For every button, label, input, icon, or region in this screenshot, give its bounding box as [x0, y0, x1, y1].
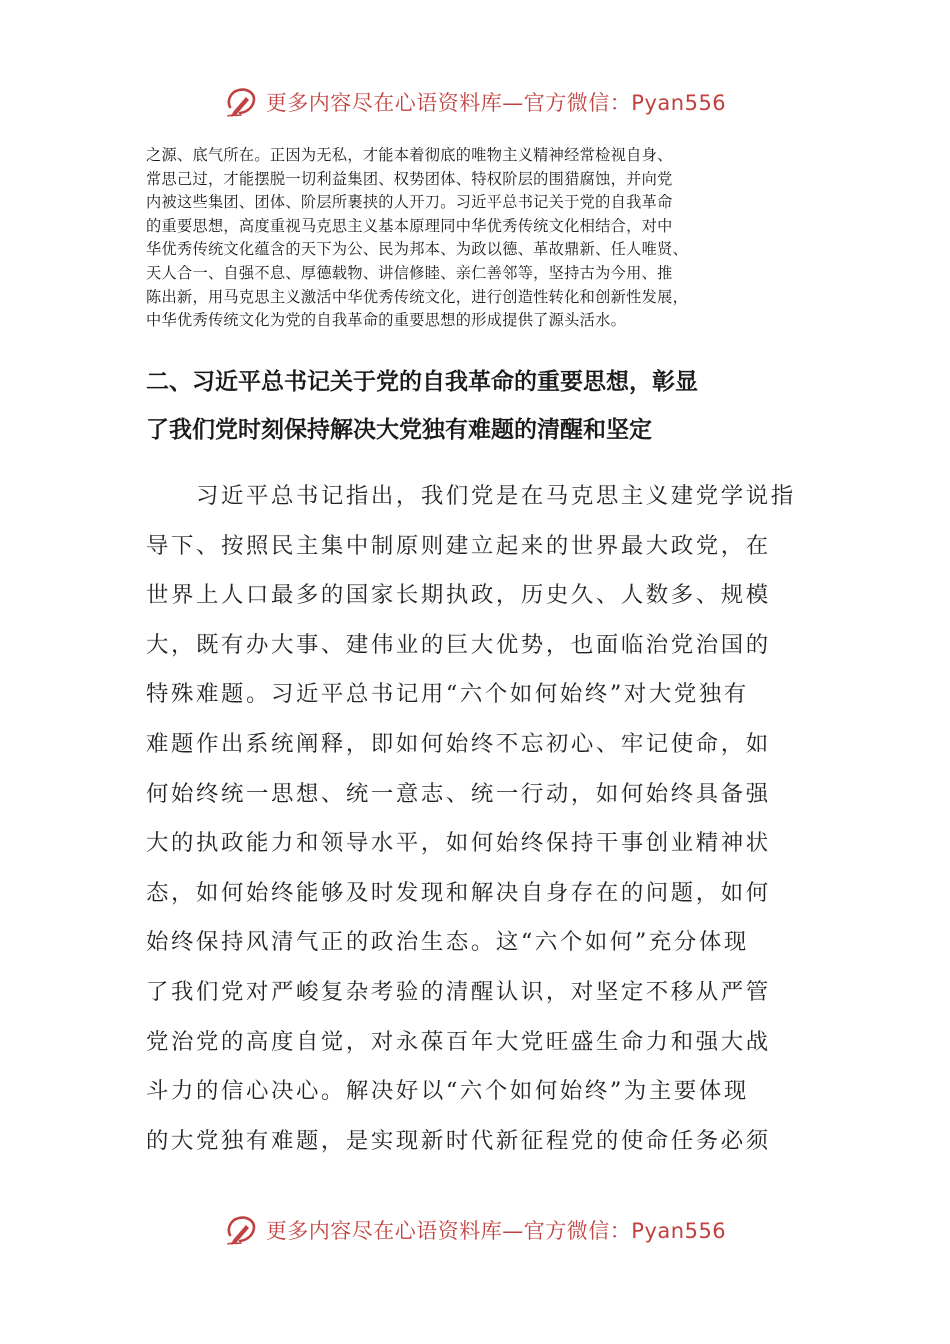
pen-logo-icon: [224, 85, 258, 119]
section-heading: 二、习近平总书记关于党的自我革命的重要思想，彰显 了我们党时刻保持解决大党独有难题的清醒和坚定: [146, 369, 698, 443]
continued-paragraph: 之源、底气所在。正因为无私，才能本着彻底的唯物主义精神经常检视自身、 常思己过，才能摆脱一切利益集团、权势团体、特权阶层的围猎腐蚀，并向党 内被这些集团、团体、阶层所裹挟的人开刀。习近平总书记关于党的自我革命 的重要思想，高度重视马克思主义基本原理同中华优秀传统文化相结合，对中 华优秀传统文化蕴含的天下为公、民为邦本、为政以德、革故鼎新、任人唯贤、 天人合一、自强不息、厚德载物、讲信修睦、亲仁善邻等，坚持古为今用、推 陈出新，用马克思主义激活中华优秀传统文化，进行创造性转化和创新性发展， 中华优秀传统文化为党的自我革命的重要思想的形成提供了源头活水。: [146, 146, 689, 330]
footer-banner-text: 更多内容尽在心语资料库—官方微信：Pyan556: [265, 1219, 727, 1243]
section-body-paragraph: 习近平总书记指出，我们党是在马克思主义建党学说指 导下、按照民主集中制原则建立起来的世界最大政党，在 世界上人口最多的国家长期执政，历史久、人数多、规模 大，既有办大事、建伟业的巨大优势，也面临治党治国的 特殊难题。习近平总书记用“六个如何始终”对大党独有 难题作出系统阐释，即如何始终不忘初心、牢记使命，如 何始终统一思想、统一意志、统一行动，如何始终具备强 大的执政能力和领导水平，如何始终保持干事创业精神状 态，如何始终能够及时发现和解决自身存在的问题，如何 始终保持风清气正的政治生态。这“六个如何”充分体现 了我们党对严峻复杂考验的清醒认识，对坚定不移从严管 党治党的高度自觉，对永葆百年大党旺盛生命力和强大战 斗力的信心决心。解决好以“六个如何始终”为主要体现 的大党独有难题，是实现新时代新征程党的使命任务必须: [146, 483, 796, 1154]
header-banner: [0, 82, 950, 122]
footer-banner: [0, 1210, 950, 1250]
header-banner-text: 更多内容尽在心语资料库—官方微信：Pyan556: [265, 91, 727, 115]
pen-logo-icon: [224, 1213, 258, 1247]
